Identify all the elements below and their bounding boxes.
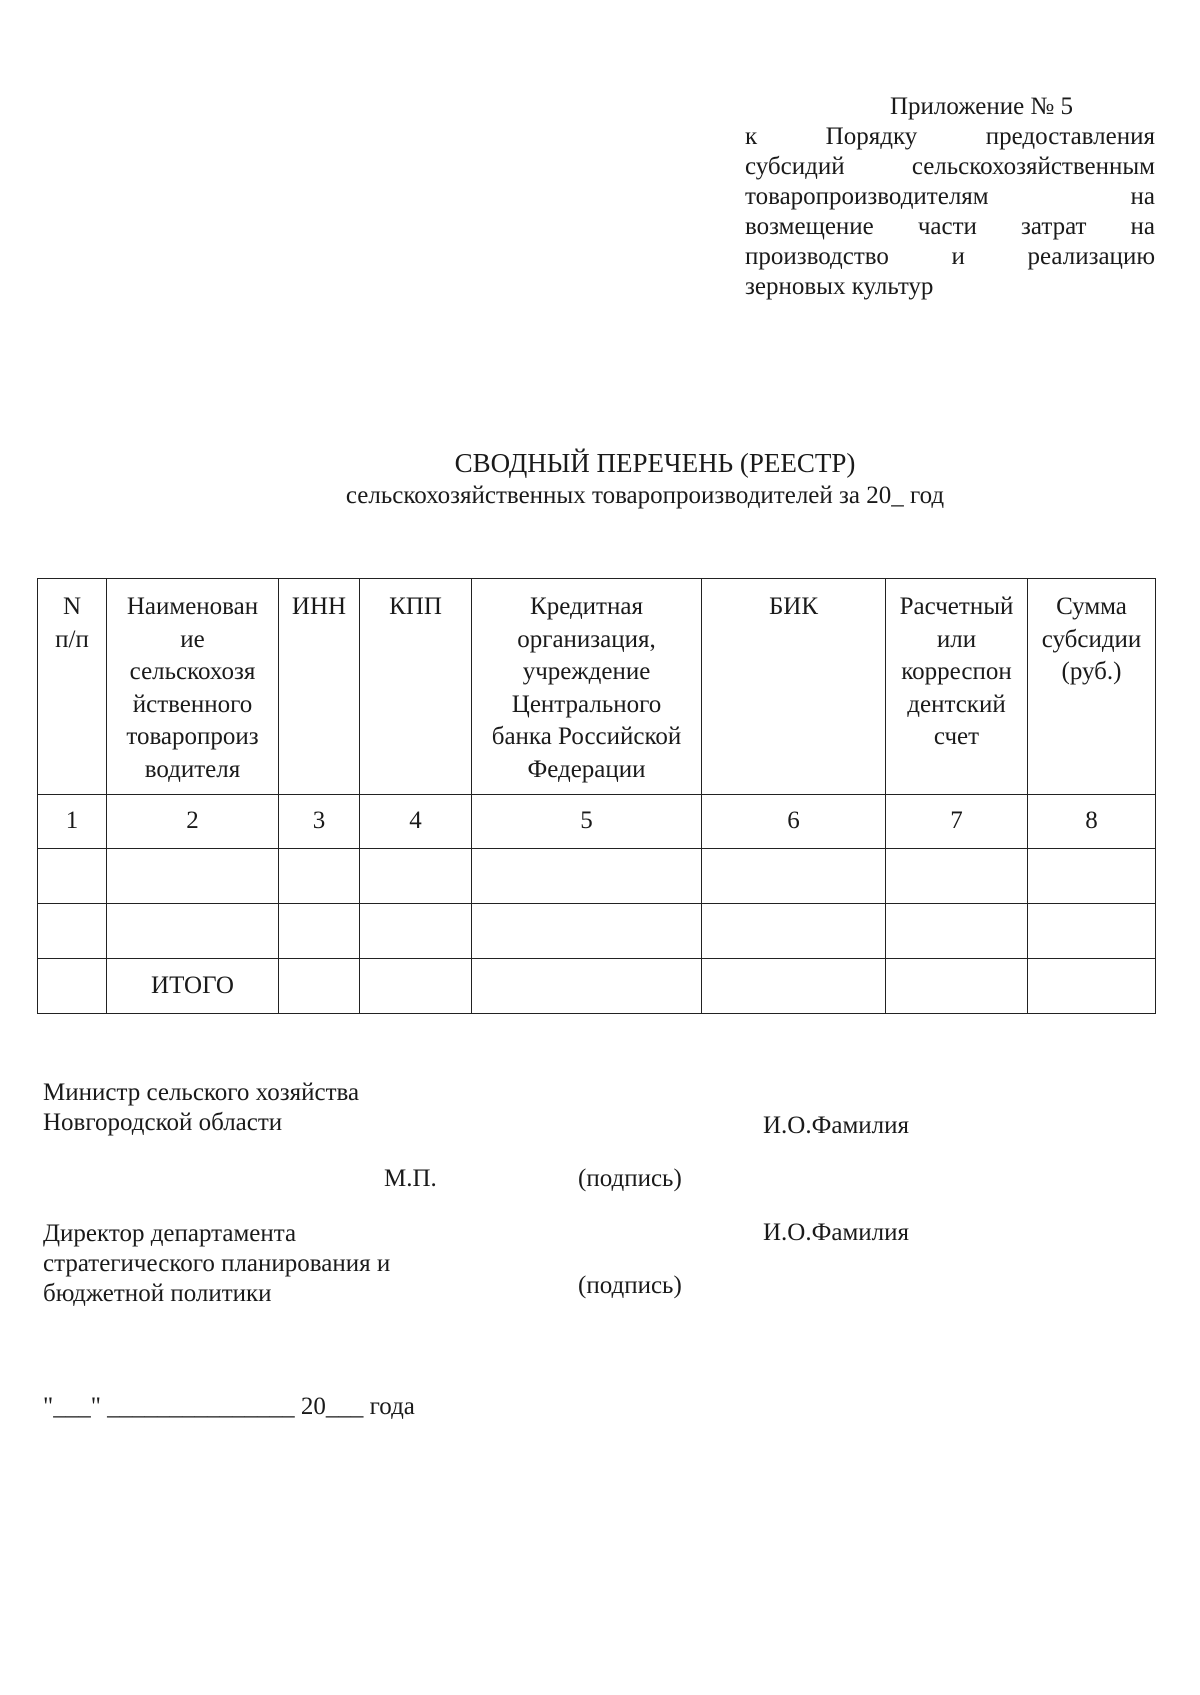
minister-name: И.О.Фамилия: [763, 1112, 910, 1139]
column-number-cell: 4: [360, 795, 472, 849]
table-cell: [472, 849, 702, 904]
table-cell: [107, 849, 279, 904]
header-cell-subsidy-amount: Сумма субсидии (руб.): [1028, 579, 1156, 795]
appendix-line: субсидий сельскохозяйственным: [745, 153, 1155, 180]
column-number-cell: 6: [702, 795, 886, 849]
table-cell: [360, 849, 472, 904]
table-cell: [702, 959, 886, 1014]
column-number-cell: 2: [107, 795, 279, 849]
table-cell: [360, 904, 472, 959]
appendix-title: Приложение № 5: [890, 93, 1074, 120]
appendix-line: производство и реализацию: [745, 243, 1155, 270]
table-row: [38, 904, 1156, 959]
total-label: ИТОГО: [107, 959, 279, 1014]
column-number-cell: 5: [472, 795, 702, 849]
table-row: [38, 849, 1156, 904]
header-cell-inn: ИНН: [279, 579, 360, 795]
column-number-cell: 7: [886, 795, 1028, 849]
table-header-row: [38, 579, 1156, 795]
director-signature-label: (подпись): [578, 1272, 682, 1299]
table-cell: [279, 849, 360, 904]
table-cell: [279, 904, 360, 959]
director-name: И.О.Фамилия: [763, 1219, 910, 1246]
table-cell: [38, 904, 107, 959]
header-cell-account: Расчетный или корреспон дентский счет: [886, 579, 1028, 795]
column-number-cell: 8: [1028, 795, 1156, 849]
table-cell: [38, 849, 107, 904]
table-cell: [886, 959, 1028, 1014]
minister-title: Министр сельского хозяйства Новгородской области: [43, 1079, 360, 1136]
table-cell: [360, 959, 472, 1014]
column-number-cell: 3: [279, 795, 360, 849]
table-cell: [107, 904, 279, 959]
table-cell: [702, 849, 886, 904]
date-line: "___" _______________ 20___ года: [43, 1393, 415, 1420]
header-cell-kpp: КПП: [360, 579, 472, 795]
table-cell: [702, 904, 886, 959]
table-cell: [886, 849, 1028, 904]
table-cell: [886, 904, 1028, 959]
appendix-line: товаропроизводителям на: [745, 183, 1155, 210]
appendix-line: зерновых культур: [745, 273, 934, 300]
table-cell: [472, 959, 702, 1014]
registry-table: [37, 578, 1156, 1014]
table-cell: [38, 959, 107, 1014]
director-title: Директор департамента стратегического планирования и бюджетной политики: [43, 1220, 391, 1307]
header-cell-credit-org: Кредитная организация, учреждение Центрального банка Российской Федерации: [472, 579, 702, 795]
header-cell-number: N п/п: [38, 579, 107, 795]
stamp-label: М.П.: [384, 1165, 437, 1192]
table-cell: [1028, 849, 1156, 904]
document-subtitle: сельскохозяйственных товаропроизводителей за 20_ год: [345, 482, 945, 509]
header-cell-bik: БИК: [702, 579, 886, 795]
table-cell: [1028, 904, 1156, 959]
appendix-line: возмещение части затрат на: [745, 213, 1155, 240]
column-number-cell: 1: [38, 795, 107, 849]
table-cell: [472, 904, 702, 959]
table-total-row: [38, 959, 1156, 1014]
table-number-row: [38, 795, 1156, 849]
appendix-line: к Порядку предоставления: [745, 123, 1155, 150]
header-cell-producer-name: Наименован ие сельскохозя йственного товаропроиз водителя: [107, 579, 279, 795]
document-title: СВОДНЫЙ ПЕРЕЧЕНЬ (РЕЕСТР): [454, 448, 856, 478]
table-cell: [1028, 959, 1156, 1014]
table-cell: [279, 959, 360, 1014]
minister-signature-label: (подпись): [578, 1165, 682, 1192]
